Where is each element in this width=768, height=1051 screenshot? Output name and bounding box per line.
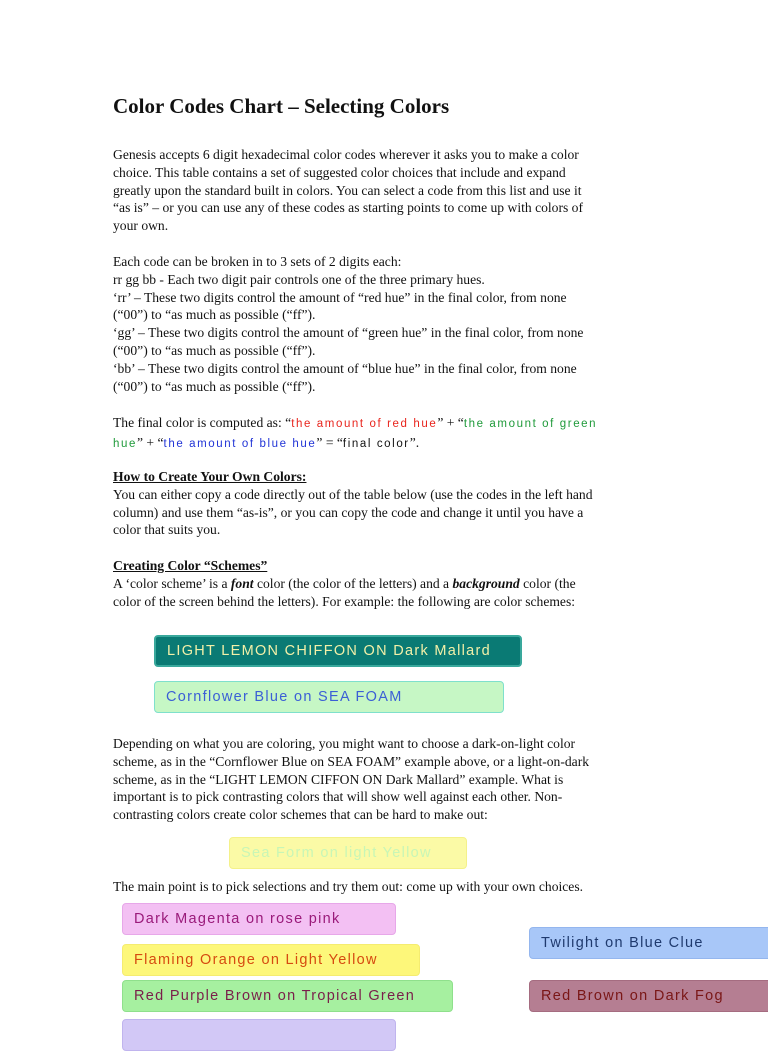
green-hue-text: the amount of green <box>463 418 598 430</box>
page-title: Color Codes Chart – Selecting Colors <box>113 94 450 118</box>
swatch-flaming-orange: Flaming Orange on Light Yellow <box>122 944 420 976</box>
formula-paragraph <box>113 414 653 454</box>
final-color-text: final color <box>342 437 410 450</box>
schemes-text: color (the color of the letters) and a <box>253 575 453 591</box>
swatch-red-purple-brown: Red Purple Brown on Tropical Green <box>122 980 453 1012</box>
breakdown-line: ‘bb’ – These two digits control the amount of “blue hue” in the final color, from none <box>113 360 577 376</box>
schemes-line-2: color of the screen behind the letters). For example: the following are color schemes: <box>113 593 576 609</box>
main-point-line: The main point is to pick selections and try them out: come up with your own choices. <box>113 879 584 894</box>
swatch-dark-magenta: Dark Magenta on rose pink <box>122 903 396 935</box>
how-to-heading: How to Create Your Own Colors: <box>113 469 307 484</box>
font-emphasis: font <box>230 575 254 591</box>
green-hue-text-cont: hue <box>113 437 137 450</box>
intro-line: greatly upon the standard built in colors. You can select a code from this list and use it <box>113 182 582 198</box>
schemes-text: A ‘color scheme’ is a <box>113 575 231 591</box>
schemes-section <box>113 557 653 610</box>
breakdown-line: ‘rr’ – These two digits control the amount of “red hue” in the final color, from none <box>113 289 567 305</box>
schemes-line-1 <box>113 575 653 593</box>
formula-line-1 <box>113 414 653 434</box>
example-swatch-seafoam: Cornflower Blue on SEA FOAM <box>154 681 504 713</box>
breakdown-line: (“00”) to “as much as possible (“ff”). <box>113 342 316 358</box>
depending-line: important is to pick contrasting colors that will show well against each other. Non- <box>113 789 563 805</box>
blue-hue-text: the amount of blue hue <box>163 437 317 450</box>
depending-line: Depending on what you are coloring, you might want to choose a dark-on-light color <box>113 736 576 751</box>
formula-sep: ” = “ <box>316 434 343 450</box>
schemes-text: color (the <box>519 575 576 591</box>
breakdown-line: rr gg bb - Each two digit pair controls one of the three primary hues. <box>113 271 485 287</box>
intro-line: choice. This table contains a set of suggested color choices that include and expand <box>113 164 566 180</box>
breakdown-line: ‘gg’ – These two digits control the amount of “green hue” in the final color, from none <box>113 325 584 341</box>
breakdown-paragraph <box>113 253 653 395</box>
breakdown-line: (“00”) to “as much as possible (“ff”). <box>113 307 316 323</box>
formula-suffix: ”. <box>409 434 420 450</box>
breakdown-line: Each code can be broken in to 3 sets of 2 digits each: <box>113 254 402 269</box>
how-to-section <box>113 468 653 539</box>
formula-prefix: The final color is computed as: “ <box>113 415 292 430</box>
formula-sep: ” + “ <box>137 434 164 450</box>
swatch-twilight: Twilight on Blue Clue <box>529 927 768 959</box>
swatch-red-brown: Red Brown on Dark Fog <box>529 980 768 1012</box>
formula-sep: ” + “ <box>437 415 464 430</box>
breakdown-line: (“00”) to “as much as possible (“ff”). <box>113 378 316 394</box>
intro-line: your own. <box>113 218 169 234</box>
intro-line: “as is” – or you can use any of these codes as starting points to come up with colors of <box>113 200 584 216</box>
intro-paragraph <box>113 146 653 235</box>
example-swatch-low-contrast: Sea Form on light Yellow <box>229 837 467 869</box>
depending-line: contrasting colors create color schemes that can be hard to make out: <box>113 807 488 823</box>
background-emphasis: background <box>452 575 520 591</box>
formula-line-2 <box>113 434 653 454</box>
intro-line: Genesis accepts 6 digit hexadecimal color codes wherever it asks you to make a color <box>113 147 579 162</box>
how-to-line: color that suits you. <box>113 522 221 538</box>
how-to-line: You can either copy a code directly out of the table below (use the codes in the left hand <box>113 486 593 502</box>
schemes-heading: Creating Color “Schemes” <box>113 558 268 573</box>
red-hue-text: the amount of red hue <box>291 418 438 430</box>
depending-line: scheme, as in the “Cornflower Blue on SEA FOAM” example above, or a light-on-dark <box>113 753 590 769</box>
how-to-line: column) and use them “as-is”, or you can copy the code and change it until you have a <box>113 504 584 520</box>
main-point-paragraph <box>113 878 653 896</box>
example-swatch-mallard: LIGHT LEMON CHIFFON ON Dark Mallard <box>154 635 522 667</box>
depending-line: scheme, as in the “LIGHT LEMON CIFFON ON Dark Mallard” example. What is <box>113 771 564 787</box>
depending-paragraph <box>113 735 653 824</box>
